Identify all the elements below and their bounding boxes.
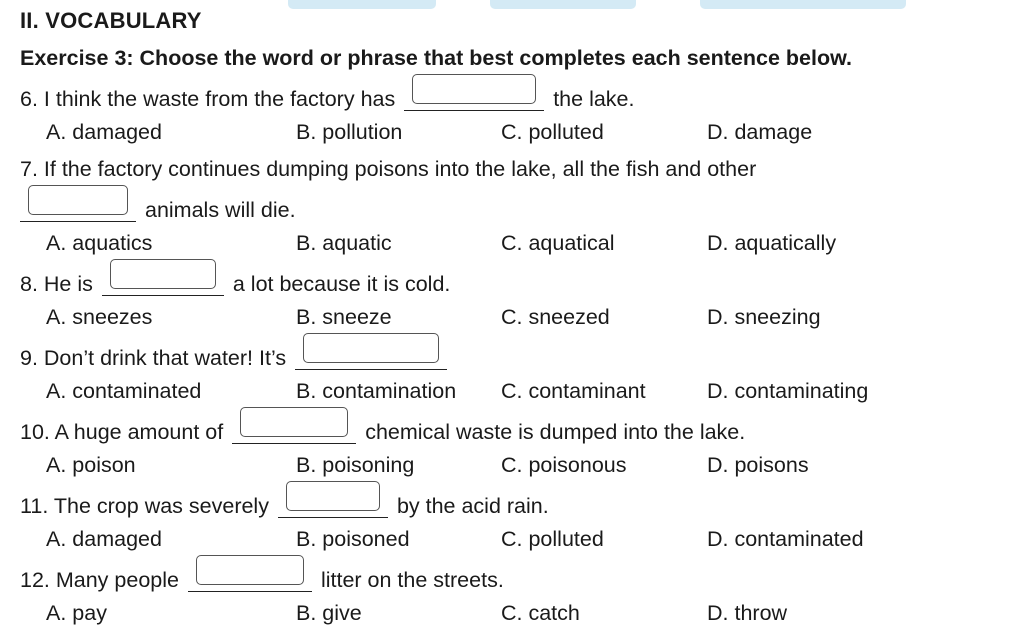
option-c[interactable]: C. aquatical <box>501 231 615 255</box>
question-text: 9. Don’t drink that water! It’s <box>20 346 287 370</box>
option-c[interactable]: C. sneezed <box>501 305 610 329</box>
question-text: 8. He is <box>20 272 93 296</box>
option-d[interactable]: D. aquatically <box>707 231 837 255</box>
option-b[interactable]: B. contamination <box>296 379 457 403</box>
answer-blank[interactable] <box>278 487 388 518</box>
option-a[interactable]: A. pay <box>46 601 107 625</box>
option-a[interactable]: A. aquatics <box>46 231 153 255</box>
answer-box[interactable] <box>110 259 216 289</box>
options-12 <box>20 598 1010 628</box>
answer-blank[interactable] <box>232 413 356 444</box>
option-c[interactable]: C. polluted <box>501 527 604 551</box>
options-9 <box>20 376 1010 406</box>
question-text: 10. A huge amount of <box>20 420 224 444</box>
option-d[interactable]: D. contaminating <box>707 379 869 403</box>
question-6 <box>20 80 1010 110</box>
option-b[interactable]: B. pollution <box>296 120 403 144</box>
option-d[interactable]: D. sneezing <box>707 305 821 329</box>
answer-box[interactable] <box>28 185 128 215</box>
option-b[interactable]: B. poisoning <box>296 453 415 477</box>
options-11 <box>20 524 1010 554</box>
answer-box[interactable] <box>412 74 536 104</box>
answer-box[interactable] <box>286 481 380 511</box>
option-a[interactable]: A. poison <box>46 453 136 477</box>
section-title: II. VOCABULARY <box>20 8 202 33</box>
option-d[interactable]: D. poisons <box>707 453 809 477</box>
options-10 <box>20 450 1010 480</box>
answer-box[interactable] <box>196 555 304 585</box>
option-d[interactable]: D. damage <box>707 120 813 144</box>
exercise-title: Exercise 3: Choose the word or phrase that best completes each sentence below. <box>20 46 852 70</box>
option-c[interactable]: C. poisonous <box>501 453 627 477</box>
option-b[interactable]: B. sneeze <box>296 305 392 329</box>
question-text: 7. If the factory continues dumping poisons into the lake, all the fish and other <box>20 157 757 181</box>
option-c[interactable]: C. contaminant <box>501 379 646 403</box>
question-12 <box>20 561 1010 591</box>
question-7 <box>20 154 1010 184</box>
question-9 <box>20 339 1010 369</box>
option-a[interactable]: A. contaminated <box>46 379 202 403</box>
question-7-continued <box>20 191 1010 221</box>
question-text-after: the lake. <box>553 87 635 111</box>
question-8 <box>20 265 1010 295</box>
question-text-after: litter on the streets. <box>320 568 504 592</box>
question-text-after: chemical waste is dumped into the lake. <box>365 420 746 444</box>
question-text-after: a lot because it is cold. <box>232 272 451 296</box>
option-d[interactable]: D. contaminated <box>707 527 864 551</box>
option-a[interactable]: A. damaged <box>46 527 162 551</box>
option-a[interactable]: A. damaged <box>46 120 162 144</box>
question-10 <box>20 413 1010 443</box>
option-c[interactable]: C. polluted <box>501 120 604 144</box>
question-text: 12. Many people <box>20 568 179 592</box>
options-8 <box>20 302 1010 332</box>
question-text-after: by the acid rain. <box>396 494 549 518</box>
option-b[interactable]: B. aquatic <box>296 231 392 255</box>
options-7 <box>20 228 1010 258</box>
options-6 <box>20 117 1010 147</box>
answer-box[interactable] <box>240 407 348 437</box>
answer-blank[interactable] <box>188 561 312 592</box>
answer-blank[interactable] <box>404 80 544 111</box>
option-b[interactable]: B. poisoned <box>296 527 410 551</box>
answer-blank[interactable] <box>295 339 447 370</box>
answer-blank[interactable] <box>20 191 136 222</box>
option-b[interactable]: B. give <box>296 601 362 625</box>
question-text: 6. I think the waste from the factory has <box>20 87 396 111</box>
answer-box[interactable] <box>303 333 439 363</box>
question-11 <box>20 487 1010 517</box>
worksheet <box>20 6 1010 628</box>
option-a[interactable]: A. sneezes <box>46 305 153 329</box>
question-text: 11. The crop was severely <box>20 494 269 518</box>
question-text-after: animals will die. <box>144 198 296 222</box>
option-c[interactable]: C. catch <box>501 601 580 625</box>
option-d[interactable]: D. throw <box>707 601 788 625</box>
answer-blank[interactable] <box>102 265 224 296</box>
